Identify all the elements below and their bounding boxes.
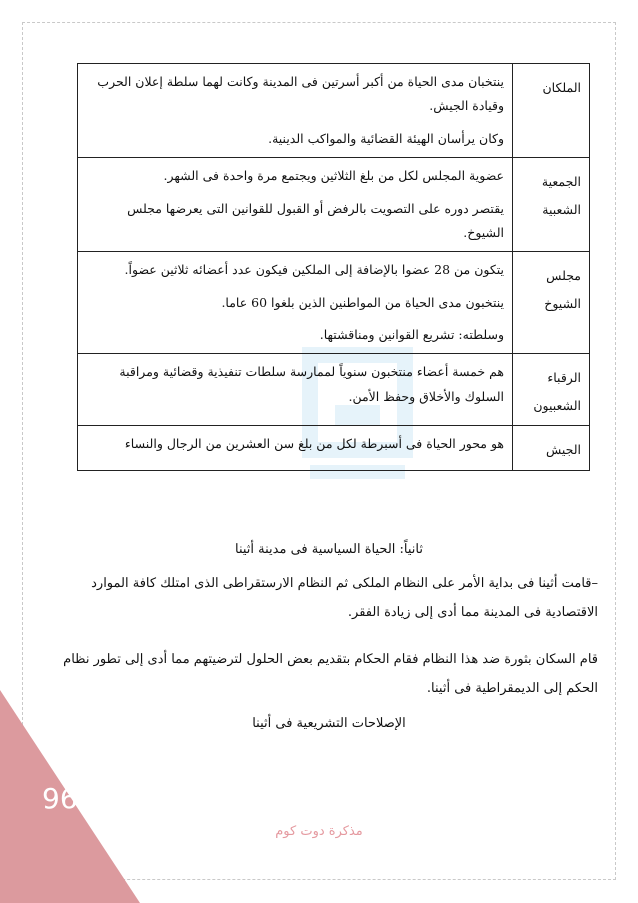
row-description (78, 354, 513, 426)
table-row (78, 64, 590, 158)
row-term: الجيش (513, 426, 590, 471)
description-line: عضوية المجلس لكل من بلغ الثلاثين ويجتمع مرة واحدة فى الشهر. (163, 168, 504, 184)
row-description (78, 426, 513, 471)
description-line: يقتصر دوره على التصويت بالرفض أو القبول للقوانين التى يعرضها مجلس الشيوخ. (127, 200, 504, 240)
footer-brand: مذكرة دوت كوم (275, 824, 363, 839)
section-title: ثانياً: الحياة السياسية فى مدينة أثينا (234, 542, 423, 557)
row-term: الملكان (513, 64, 590, 158)
description-line: هو محور الحياة فى أسبرطة لكل من بلغ سن العشرين من الرجال والنساء (124, 436, 504, 452)
row-term: مجلس الشيوخ (513, 252, 590, 354)
row-description (78, 252, 513, 354)
description-line: هم خمسة أعضاء منتخبون سنوياً لممارسة سلطات تنفيذية وقضائية ومراقبة السلوك والأخلاق وحفظ الأمن. (119, 364, 504, 404)
description-line: ينتخبون مدى الحياة من المواطنين الذين بلغوا 60 عاما. (221, 294, 504, 310)
row-description (78, 158, 513, 252)
row-term: الجمعية الشعبية (513, 158, 590, 252)
description-line: وسلطته: تشريع القوانين ومناقشتها. (319, 327, 504, 342)
table-row (78, 354, 590, 426)
description-line: يتكون من 28 عضوا بالإضافة إلى الملكين فيكون عدد أعضائه ثلاثين عضواً. (124, 262, 504, 278)
row-term: الرقباء الشعبيون (513, 354, 590, 426)
page-number: 96 (42, 782, 78, 815)
row-description (78, 64, 513, 158)
table-row (78, 426, 590, 471)
table-row (78, 252, 590, 354)
description-line: ينتخبان مدى الحياة من أكبر أسرتين فى المدينة وكانت لهما سلطة إعلان الحرب وقيادة الجيش. (97, 74, 504, 114)
paragraph-1: –قامت أثينا فى بداية الأمر على النظام الملكى ثم النظام الارستقراطى الذى امتلك كافة الموارد الاقتصادية فى المدينة مما أدى إلى زيادة الفقر. (91, 576, 598, 620)
table-row (78, 158, 590, 252)
info-table (77, 63, 590, 471)
description-line: وكان يرأسان الهيئة القضائية والمواكب الدينية. (268, 130, 504, 146)
paragraph-2: قام السكان بثورة ضد هذا النظام فقام الحكام بتقديم بعض الحلول لترضيتهم مما أدى إلى تطور نظام الحكم إلى الديمقراطية فى أثينا. (63, 652, 598, 696)
subheading: الإصلاحات التشريعية فى أثينا (252, 716, 406, 731)
